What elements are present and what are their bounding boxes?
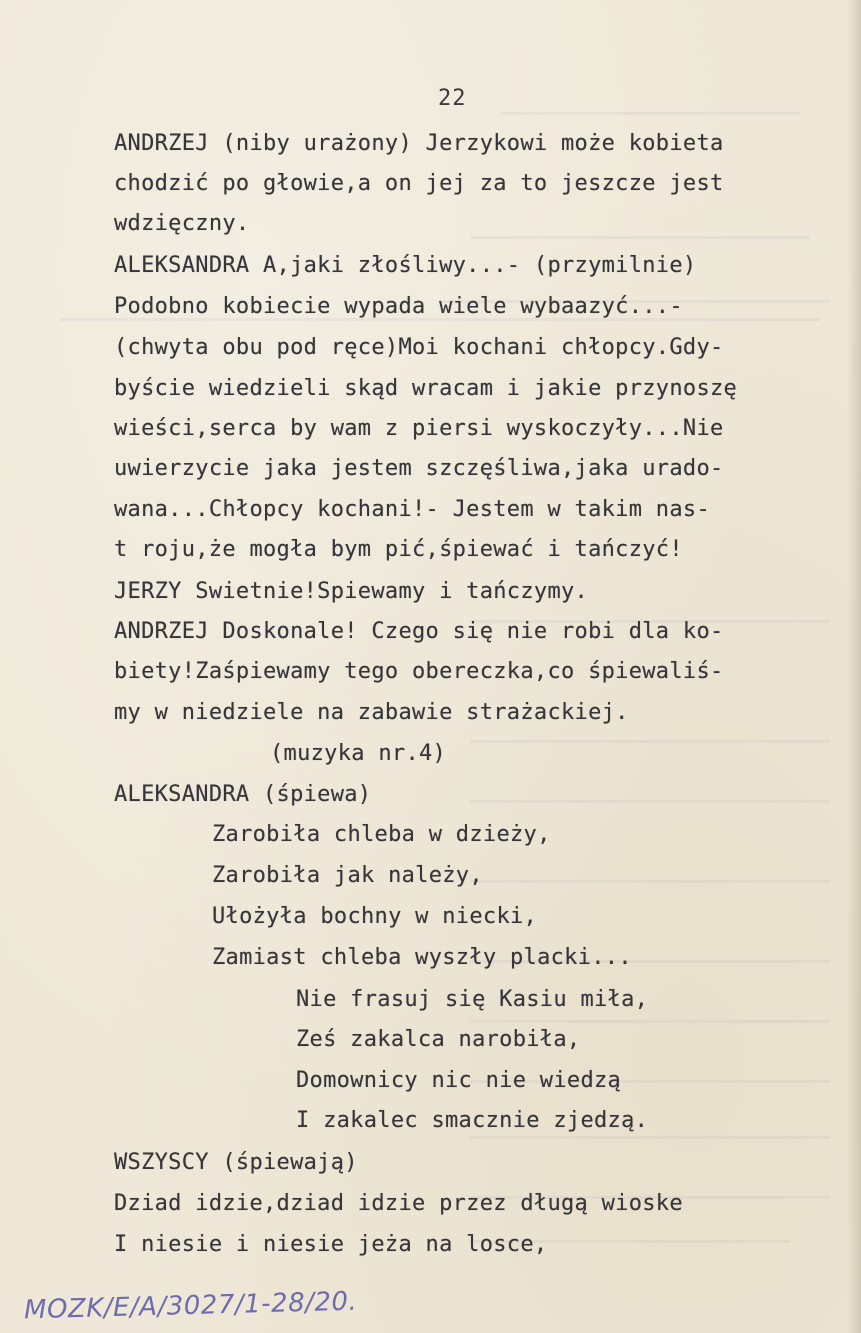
text-line: my w niedziele na zabawie strażackiej. xyxy=(114,700,629,725)
lyric-line: I zakalec smacznie zjedzą. xyxy=(296,1108,649,1133)
text-line: ALEKSANDRA (śpiewa) xyxy=(114,782,372,807)
text-line: (muzyka nr.4) xyxy=(270,741,447,766)
text-line: (chwyta obu pod ręce)Moi kochani chłopcy.Gdy- xyxy=(114,335,724,360)
text-line: JERZY Swietnie!Spiewamy i tańczymy. xyxy=(114,579,589,604)
lyric-line: Nie frasuj się Kasiu miła, xyxy=(296,987,649,1012)
text-line: chodzić po głowie,a on jej za to jeszcze jest xyxy=(114,171,724,196)
page-number: 22 xyxy=(438,86,467,111)
text-line: byście wiedzieli skąd wracam i jakie przynoszę xyxy=(114,376,738,401)
text-line: Podobno kobiecie wypada wiele wybaazyć...- xyxy=(114,294,683,319)
lyric-line: Zarobiła chleba w dzieży, xyxy=(212,822,551,847)
lyric-line: Zarobiła jak należy, xyxy=(212,863,483,888)
text-line: WSZYSCY (śpiewają) xyxy=(114,1150,358,1175)
lyric-line: Zamiast chleba wyszły placki... xyxy=(212,945,632,970)
text-line: ALEKSANDRA A,jaki złośliwy...- (przymilnie) xyxy=(114,253,697,278)
lyric-line: Ześ zakalca narobiła, xyxy=(296,1027,581,1052)
text-line: biety!Zaśpiewamy tego obereczka,co śpiewaliś- xyxy=(114,659,724,684)
archive-signature-mark: MOZK/E/A/3027/1-28/20. xyxy=(23,1286,358,1326)
page-edge-shadow xyxy=(847,0,861,1333)
lyric-line: Ułożyła bochny w niecki, xyxy=(212,904,538,929)
lyric-line: Dziad idzie,dziad idzie przez długą wioske xyxy=(114,1191,683,1216)
text-line: ANDRZEJ (niby urażony) Jerzykowi może kobieta xyxy=(114,131,724,156)
text-line: wana...Chłopcy kochani!- Jestem w takim nas- xyxy=(114,497,710,522)
text-line: wdzięczny. xyxy=(114,211,250,236)
text-line: t roju,że mogła bym pić,śpiewać i tańczyć! xyxy=(114,537,683,562)
lyric-line: Domownicy nic nie wiedzą xyxy=(296,1068,622,1093)
text-line: ANDRZEJ Doskonale! Czego się nie robi dla ko- xyxy=(114,619,724,644)
text-line: uwierzycie jaka jestem szczęśliwa,jaka urado- xyxy=(114,456,724,481)
lyric-line: I niesie i niesie jeża na losce, xyxy=(114,1232,548,1257)
text-line: wieści,serca by wam z piersi wyskoczyły...Nie xyxy=(114,416,724,441)
